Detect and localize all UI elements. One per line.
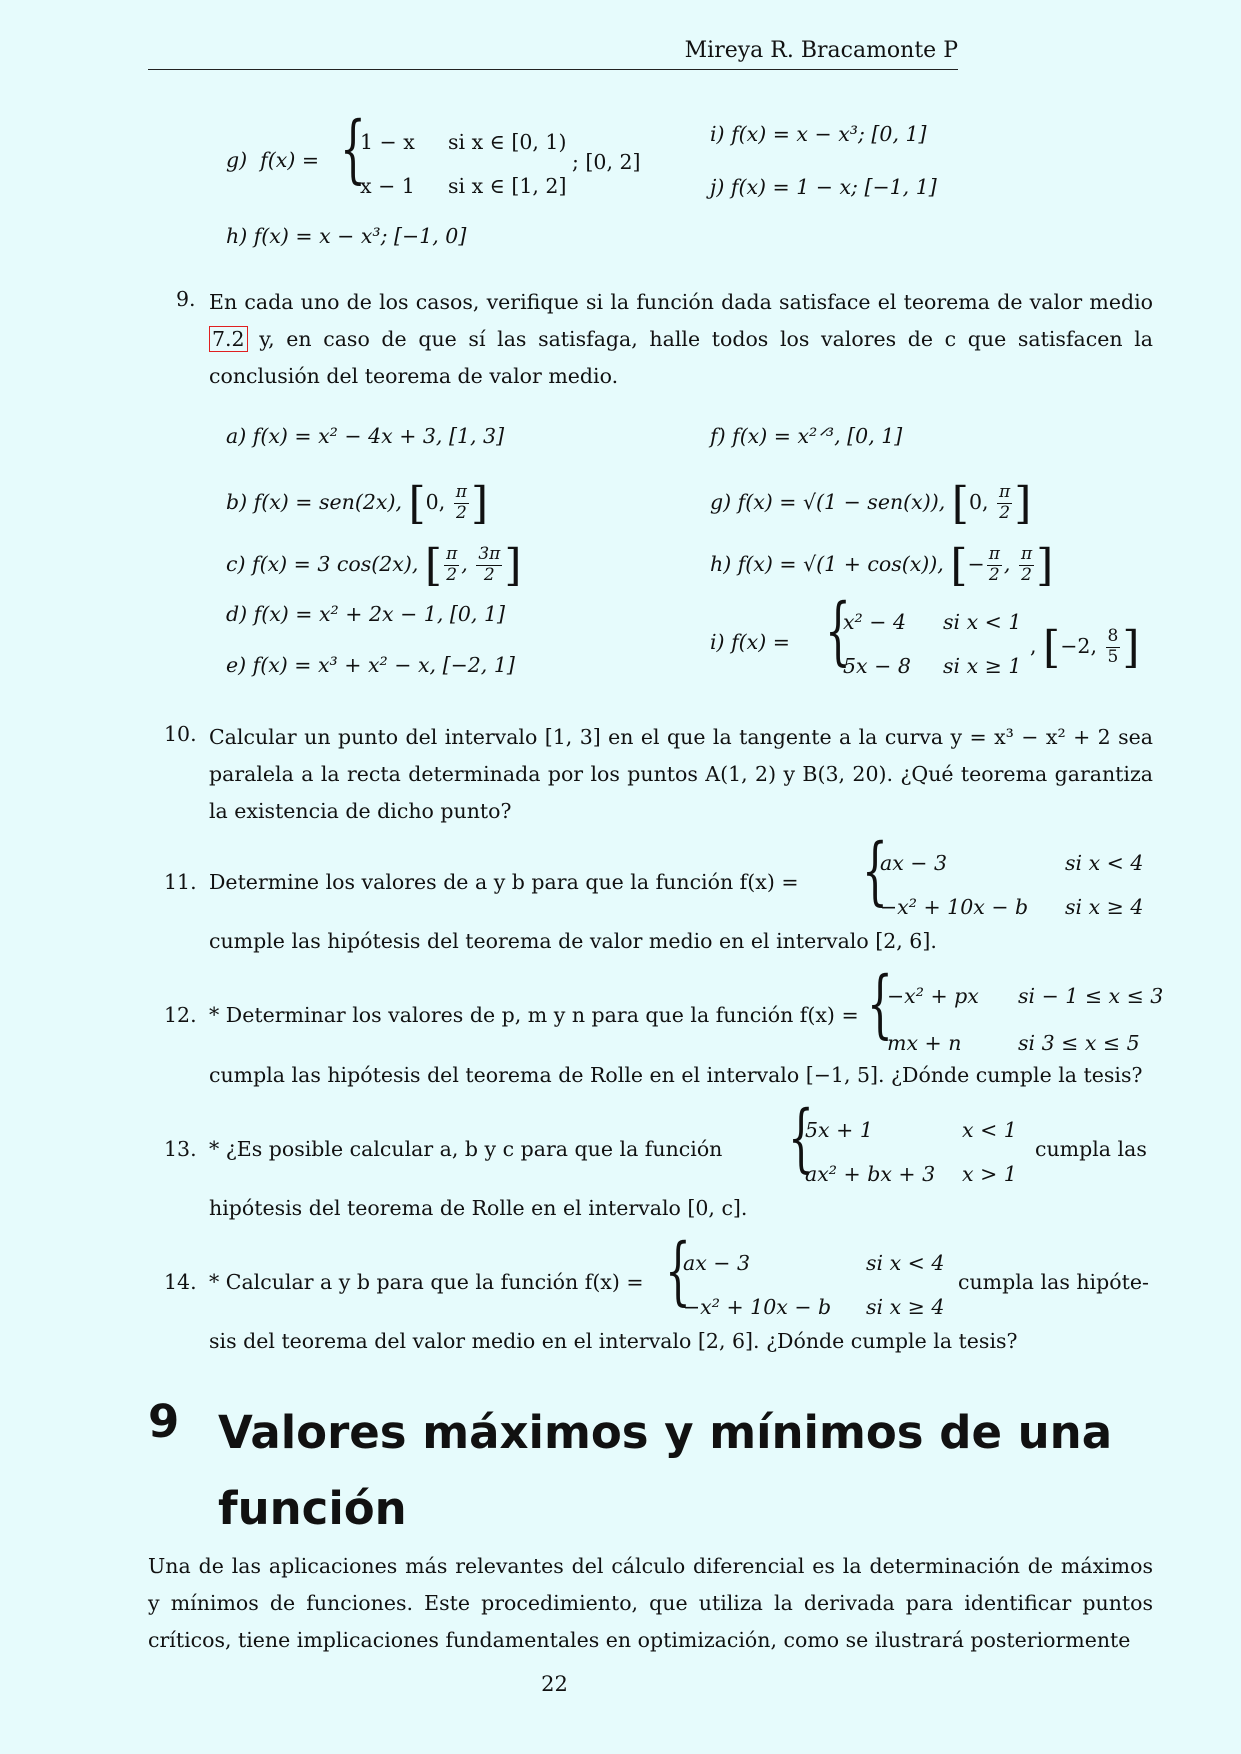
- ex11-case2: −x² + 10x − b: [880, 895, 1029, 919]
- ex9-i-label: i) f(x) =: [710, 630, 790, 654]
- section-number: 9: [148, 1395, 180, 1448]
- ex14-tail: sis del teorema del valor medio en el intervalo [2, 6]. ¿Dónde cumple la tesis?: [209, 1329, 1018, 1353]
- ex14-after: cumpla las hipóte-: [958, 1270, 1149, 1294]
- ex11-cond1: si x < 4: [1065, 851, 1144, 875]
- ex9-h: h) f(x) = √(1 + cos(x)), [− $\frac{\pi}{2}$ , $\frac{\pi}{2}$ ]: [710, 540, 1054, 591]
- ex14-cond2: si x ≥ 4: [866, 1295, 945, 1319]
- ex8-g-cond1: si x ∈ [0, 1): [448, 130, 567, 154]
- ex9-theorem-ref[interactable]: 7.2: [209, 326, 248, 352]
- ex13-case1: 5x + 1: [805, 1118, 873, 1142]
- ex14-brace: {: [665, 1228, 691, 1314]
- ex9-i-brace: {: [825, 588, 851, 674]
- ex12-cond1: si − 1 ≤ x ≤ 3: [1018, 984, 1164, 1008]
- ex8-g-brace: {: [340, 106, 366, 192]
- ex13-tail: hipótesis del teorema de Rolle en el intervalo [0, c].: [209, 1196, 748, 1220]
- ex11-tail: cumple las hipótesis del teorema de valor medio en el intervalo [2, 6].: [209, 929, 937, 953]
- ex11-case1: ax − 3: [880, 851, 948, 875]
- ex14-number: 14.: [164, 1270, 197, 1294]
- ex12-case2: mx + n: [887, 1031, 962, 1055]
- ex9-b: b) f(x) = sen(2x), [0, $\frac{\pi}{2}$ ]: [226, 478, 489, 529]
- ex9-e: e) f(x) = x³ + x² − x, [−2, 1]: [226, 653, 515, 677]
- ex9-g: g) f(x) = √(1 − sen(x)), [0, $\frac{\pi}{2}$ ]: [710, 478, 1032, 529]
- ex12-cond2: si 3 ≤ x ≤ 5: [1018, 1031, 1140, 1055]
- ex13-lead: * ¿Es posible calcular a, b y c para que la función: [209, 1137, 723, 1161]
- running-header: Mireya R. Bracamonte P: [148, 38, 958, 70]
- ex12-brace: {: [867, 961, 893, 1047]
- ex13-brace: {: [788, 1095, 814, 1181]
- ex9-i-cond1: si x < 1: [943, 610, 1022, 634]
- section-intro: Una de las aplicaciones más relevantes del cálculo diferencial es la determinación de máximos y mínimos de funciones. Este procedimiento, que utiliza la derivada para identificar puntos críticos, tiene implicaciones fundamentales en optimización, como se ilustrará posteriormente: [148, 1554, 1153, 1652]
- ex14-case2: −x² + 10x − b: [683, 1295, 832, 1319]
- ex9-a: a) f(x) = x² − 4x + 3, [1, 3]: [226, 424, 505, 448]
- ex13-number: 13.: [164, 1137, 197, 1161]
- ex8-i: i) f(x) = x − x³; [0, 1]: [710, 122, 927, 146]
- ex9-i-interval: , [−2, $\frac{8}{5}$ ]: [1030, 622, 1140, 673]
- ex14-lead: * Calcular a y b para que la función f(x) =: [209, 1270, 644, 1294]
- ex8-g-interval: ; [0, 2]: [572, 150, 641, 174]
- section-title: Valores máximos y mínimos de una función: [218, 1406, 1113, 1535]
- ex9-i-cond2: si x ≥ 1: [943, 654, 1022, 678]
- ex12-lead: * Determinar los valores de p, m y n para que la función f(x) =: [209, 1003, 859, 1027]
- ex10-text: Calcular un punto del intervalo [1, 3] en el que la tangente a la curva y = x³ − x² + 2 sea paralela a la recta determinada por los puntos A(1, 2) y B(3, 20). ¿Qué teorema garantiza la existencia de dicho punto?: [209, 725, 1153, 823]
- ex12-number: 12.: [164, 1003, 197, 1027]
- ex12-case1: −x² + px: [887, 984, 979, 1008]
- ex13-cond2: x > 1: [962, 1162, 1017, 1186]
- ex9-i-case2: 5x − 8: [843, 654, 911, 678]
- page-number: 22: [541, 1672, 568, 1696]
- ex9-c: c) f(x) = 3 cos(2x), [ $\frac{\pi}{2}$ , $\frac{3\pi}{2}$ ]: [226, 540, 522, 591]
- ex9-number: 9.: [176, 287, 196, 311]
- ex8-j: j) f(x) = 1 − x; [−1, 1]: [710, 175, 937, 199]
- ex13-after: cumpla las: [1035, 1137, 1147, 1161]
- ex11-lead: Determine los valores de a y b para que la función f(x) =: [209, 870, 799, 894]
- ex13-cond1: x < 1: [962, 1118, 1017, 1142]
- ex14-cond1: si x < 4: [866, 1251, 945, 1275]
- ex11-cond2: si x ≥ 4: [1065, 895, 1144, 919]
- ex8-g-case1: 1 − x: [360, 130, 415, 154]
- ex11-number: 11.: [164, 870, 197, 894]
- ex9-text: En cada uno de los casos, verifique si la función dada satisface el teorema de valor medio 7.2 y, en caso de que sí las satisfaga, halle todos los valores de c que satisfacen la conclusión del teorema de valor medio.: [209, 290, 1153, 388]
- ex8-h: h) f(x) = x − x³; [−1, 0]: [226, 224, 467, 248]
- ex8-g-case2: x − 1: [360, 174, 415, 198]
- ex13-case2: ax² + bx + 3: [805, 1162, 936, 1186]
- ex8-g-cond2: si x ∈ [1, 2]: [448, 174, 567, 198]
- ex10-number: 10.: [164, 722, 197, 746]
- ex9-f: f) f(x) = x²ᐟ³, [0, 1]: [710, 424, 903, 448]
- ex12-tail: cumpla las hipótesis del teorema de Rolle en el intervalo [−1, 5]. ¿Dónde cumple la tesis?: [209, 1063, 1143, 1087]
- ex9-d: d) f(x) = x² + 2x − 1, [0, 1]: [226, 602, 505, 626]
- ex11-brace: {: [862, 828, 888, 914]
- ex14-case1: ax − 3: [683, 1251, 751, 1275]
- ex9-i-case1: x² − 4: [843, 610, 907, 634]
- ex8-g-label: g) f(x) =: [226, 148, 320, 172]
